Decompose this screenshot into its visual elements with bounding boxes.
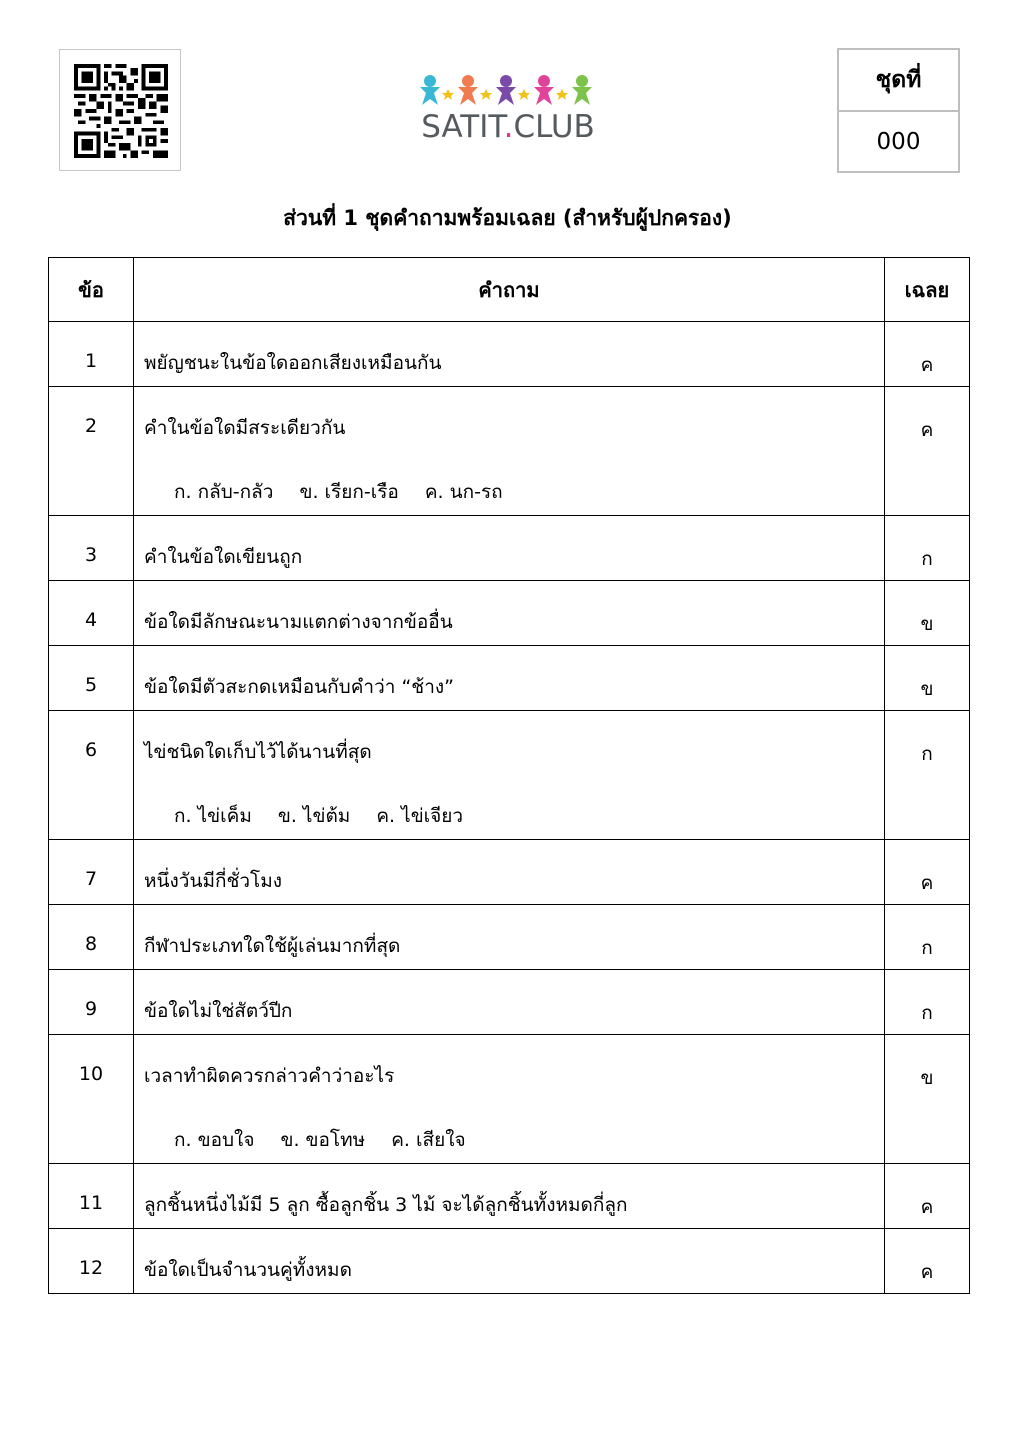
answer-key: ค [885,322,970,387]
question-text: ข้อใดมีตัวสะกดเหมือนกับคำว่า “ช้าง” [144,676,454,698]
question-number: 1 [49,322,134,387]
table-row [49,970,970,1035]
table-header-row [49,258,970,322]
qr-code-icon [74,64,168,158]
question-cell [134,387,885,516]
choice-option: ค. เสียใจ [391,1129,466,1151]
choice-option: ข. ไข่ต้ม [277,805,351,827]
question-cell [134,1164,885,1229]
question-text: พยัญชนะในข้อใดออกเสียงเหมือนกัน [144,352,442,374]
column-header-question: คำถาม [134,258,885,322]
table-row [49,840,970,905]
choice-option: ก. ขอบใจ [174,1129,255,1151]
question-number: 8 [49,905,134,970]
answer-key: ก [885,711,970,840]
answer-choices [144,1125,874,1155]
logo-text-dot: . [503,109,514,145]
set-label: ชุดที่ [839,50,958,112]
question-number: 10 [49,1035,134,1164]
question-text: หนึ่งวันมีกี่ชั่วโมง [144,870,283,892]
question-text: ข้อใดเป็นจำนวนคู่ทั้งหมด [144,1259,352,1281]
question-text: เวลาทำผิดควรกล่าวคำว่าอะไร [144,1065,395,1087]
question-text: คำในข้อใดเขียนถูก [144,546,303,568]
question-cell [134,840,885,905]
qr-code [59,49,181,171]
logo-figures [418,74,598,108]
table-row [49,1035,970,1164]
question-number: 4 [49,581,134,646]
choice-option: ค. ไข่เจียว [376,805,464,827]
column-header-answer: เฉลย [885,258,970,322]
choice-option: ก. กลับ-กลัว [174,481,274,503]
question-cell [134,322,885,387]
question-cell [134,905,885,970]
logo-text-main: SATIT [421,109,504,145]
question-cell [134,516,885,581]
question-number: 5 [49,646,134,711]
answer-key: ค [885,387,970,516]
answer-key: ข [885,646,970,711]
logo-wordmark [418,110,598,144]
column-header-number: ข้อ [49,258,134,322]
table-row [49,905,970,970]
answer-key: ค [885,1164,970,1229]
question-cell [134,970,885,1035]
table-row [49,581,970,646]
table-body [49,322,970,1294]
answer-key: ก [885,516,970,581]
answer-key: ข [885,581,970,646]
page-title: ส่วนที่ 1 ชุดคำถามพร้อมเฉลย (สำหรับผู้ปกครอง) [283,206,732,230]
table-row [49,711,970,840]
question-text: ข้อใดมีลักษณะนามแตกต่างจากข้ออื่น [144,611,453,633]
children-figures-icon [418,74,598,108]
question-cell [134,711,885,840]
question-cell [134,646,885,711]
table-row [49,322,970,387]
table-row [49,387,970,516]
satit-club-logo [418,74,598,150]
answer-key: ค [885,1229,970,1294]
question-answer-table [48,257,970,1294]
answer-choices [144,801,874,831]
table-row [49,1229,970,1294]
question-number: 12 [49,1229,134,1294]
question-cell [134,581,885,646]
question-text: กีฬาประเภทใดใช้ผู้เล่นมากที่สุด [144,935,401,957]
answer-key: ข [885,1035,970,1164]
question-text: คำในข้อใดมีสระเดียวกัน [144,417,346,439]
table-row [49,516,970,581]
answer-key: ก [885,905,970,970]
set-number-box [837,48,960,173]
question-number: 6 [49,711,134,840]
question-number: 3 [49,516,134,581]
table-row [49,646,970,711]
question-number: 11 [49,1164,134,1229]
question-text: ไข่ชนิดใดเก็บไว้ได้นานที่สุด [144,741,372,763]
answer-choices [144,477,874,507]
question-text: ข้อใดไม่ใช่สัตว์ปีก [144,1000,293,1022]
table-row [49,1164,970,1229]
question-number: 2 [49,387,134,516]
choice-option: ข. เรียก-เรือ [299,481,399,503]
question-text: ลูกชิ้นหนึ่งไม้มี 5 ลูก ซื้อลูกชิ้น 3 ไม้ จะได้ลูกชิ้นทั้งหมดกี่ลูก [144,1194,628,1216]
question-number: 9 [49,970,134,1035]
choice-option: ก. ไข่เค็ม [174,805,252,827]
set-number: 000 [876,129,921,155]
logo-text-tail: CLUB [513,109,595,145]
question-number: 7 [49,840,134,905]
answer-key: ก [885,970,970,1035]
answer-key: ค [885,840,970,905]
choice-option: ข. ขอโทษ [280,1129,366,1151]
question-cell [134,1035,885,1164]
choice-option: ค. นก-รถ [424,481,503,503]
question-cell [134,1229,885,1294]
